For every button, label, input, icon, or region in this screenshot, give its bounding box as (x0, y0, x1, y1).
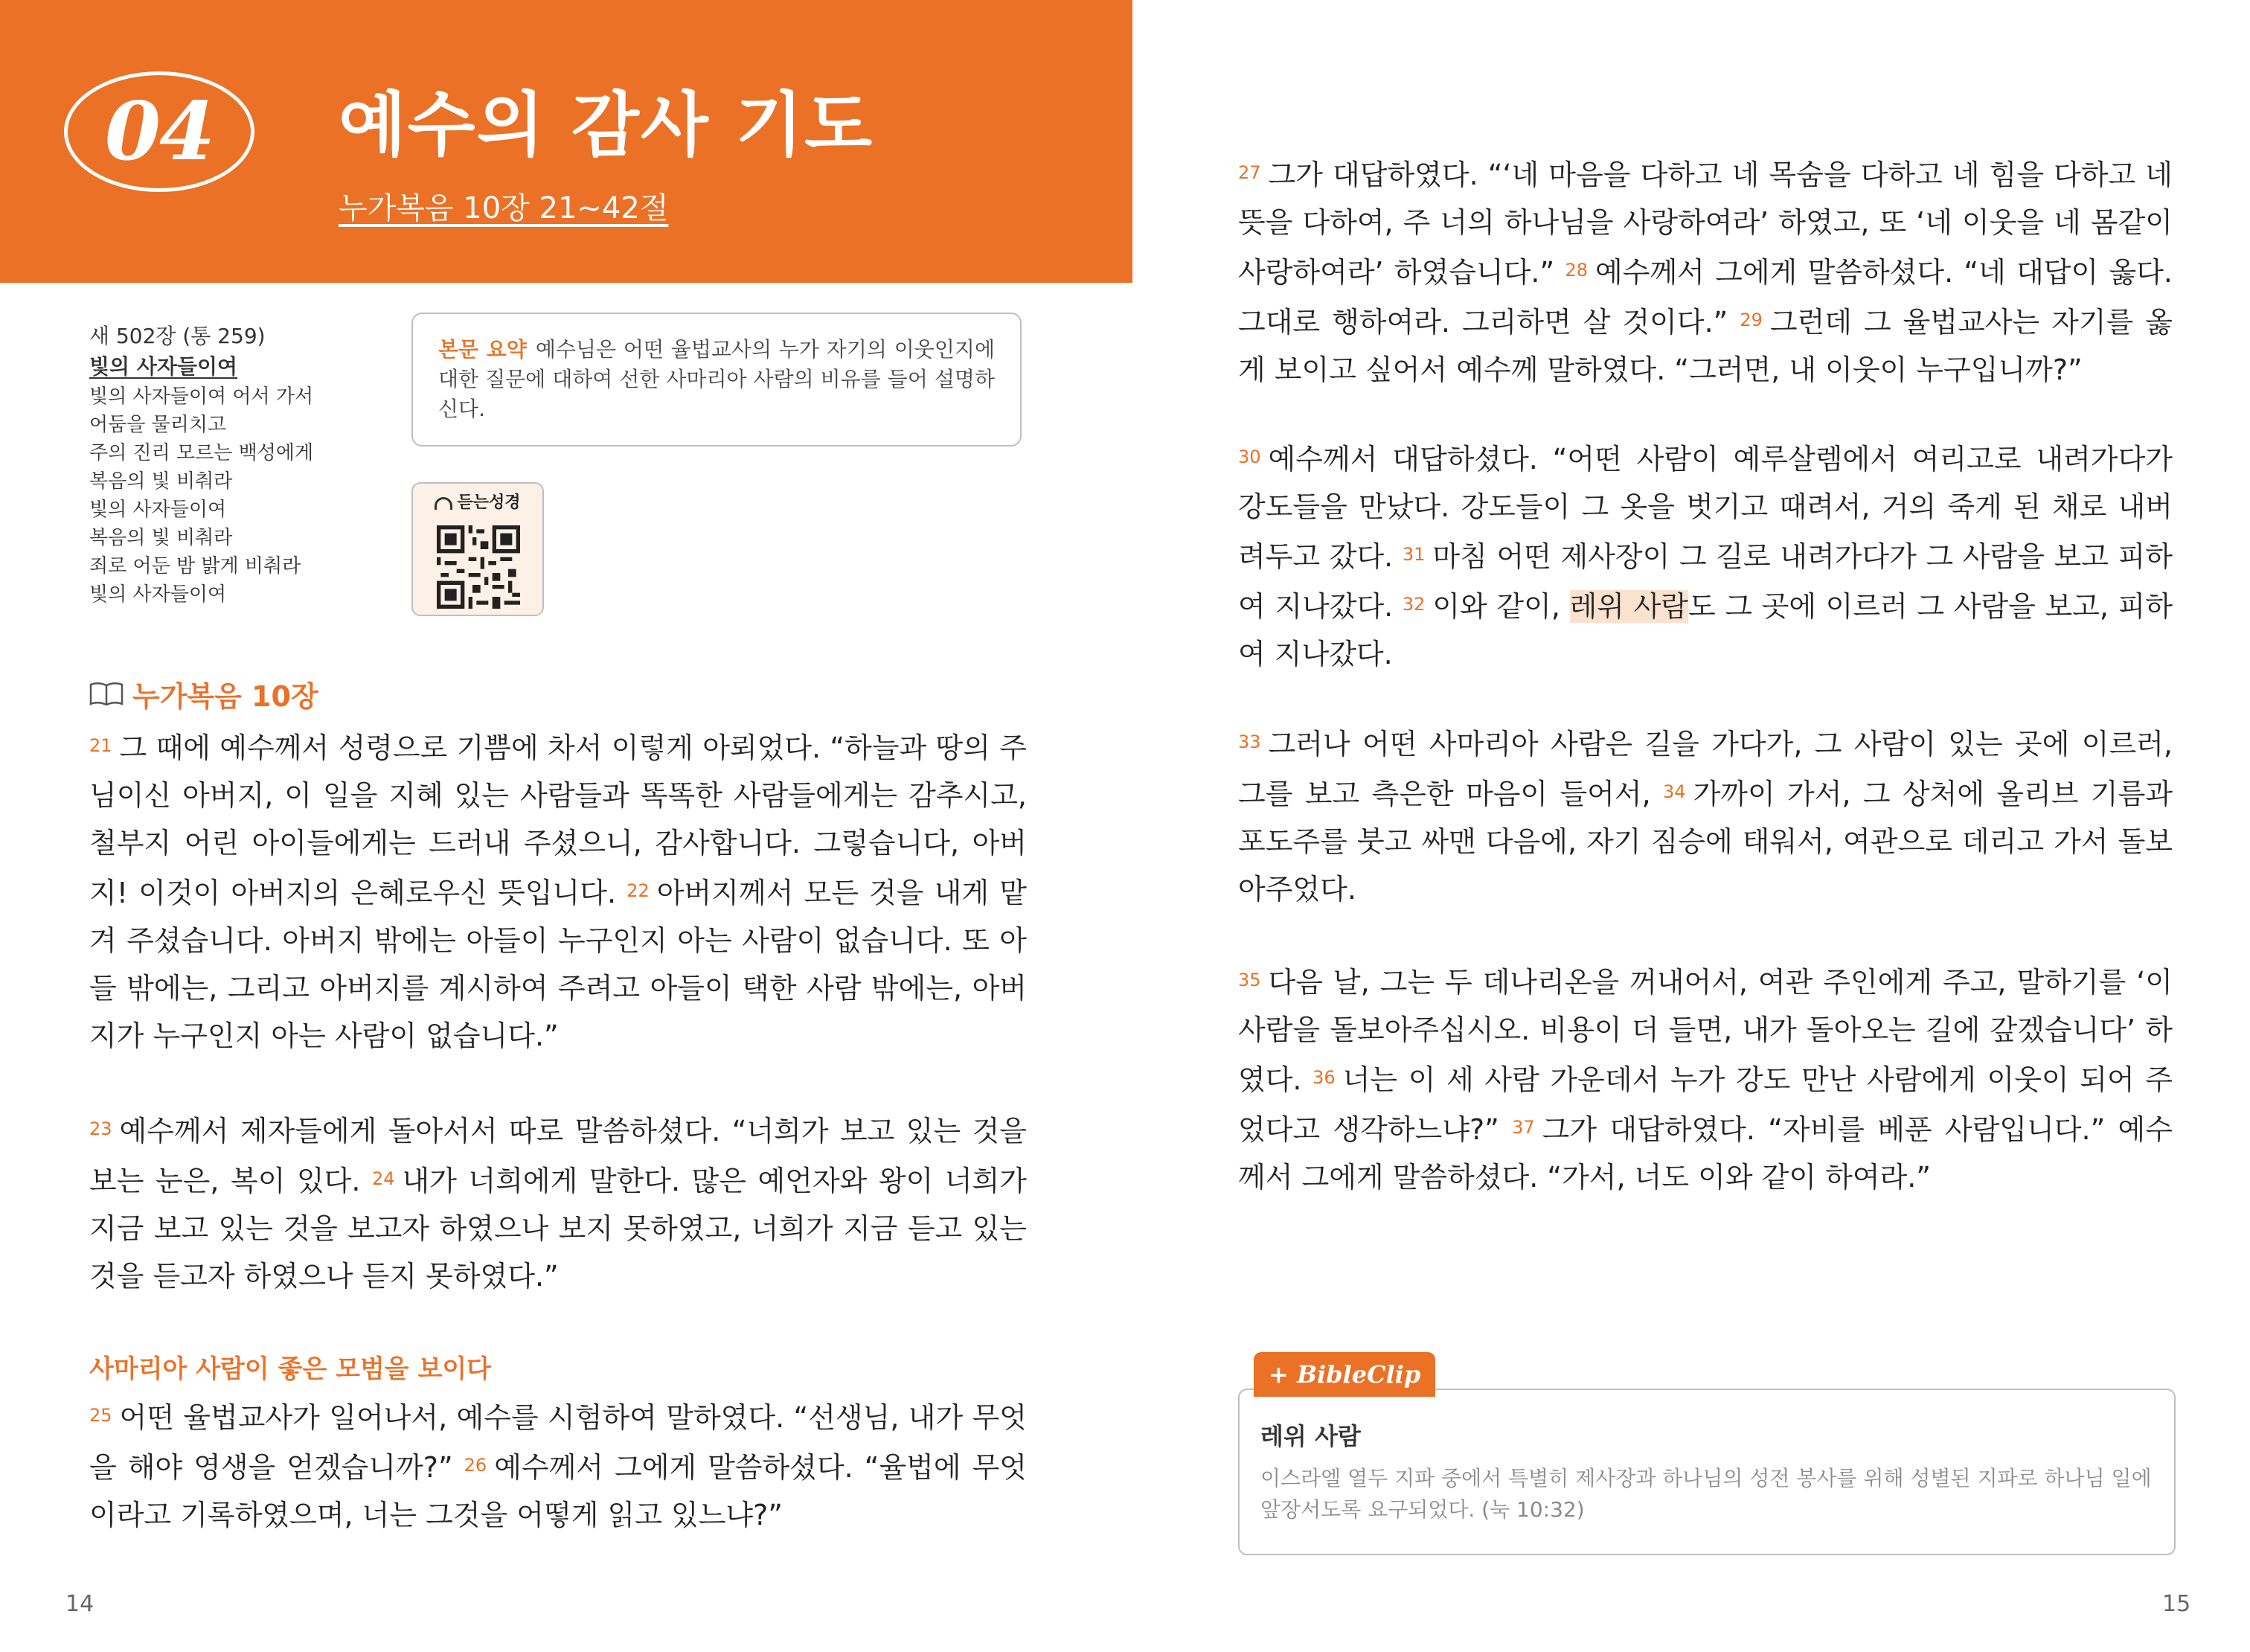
verse-text: 다음 날, 그는 두 데나리온을 꺼내어서, 여관 주인에게 주고, 말하기를 ‘이 사람을 돌보아주십시오. 비용이 더 들면, 내가 돌아오는 길에 갚겠습니다’ 하였다. (1238, 966, 2173, 1096)
verse-text: 예수께서 그에게 말씀하셨다. “율법에 무엇이라고 기록하였으며, 너는 그것을 어떻게 읽고 있느냐?” (89, 1451, 1027, 1531)
verse-paragraph (89, 1105, 1027, 1300)
verse-number: 27 (1238, 162, 1261, 183)
hymn-block (89, 321, 402, 609)
verse-text: 예수께서 제자들에게 돌아서서 따로 말씀하셨다. “너희가 보고 있는 것을 보는 눈은, 복이 있다. (89, 1115, 1027, 1197)
verse-number: 22 (626, 880, 650, 901)
verse-number: 35 (1238, 970, 1261, 990)
bibleclip-term: 레위 사람 (1260, 1422, 1361, 1450)
bibleclip-definition: 이스라엘 열두 지파 중에서 특별히 제사장과 하나님의 성전 봉사를 위해 성별된 지파로 하나님 일에 앞장서도록 요구되었다. (눅 10:32) (1260, 1466, 2152, 1522)
chapter-number-badge: 04 (64, 71, 254, 192)
audio-bible-qr[interactable] (411, 482, 544, 616)
highlighted-term-levite[interactable]: 레위 사람 (1569, 590, 1689, 623)
verse-paragraph (1238, 718, 2173, 913)
hymn-line: 죄로 어둔 밤 밝게 비춰라 (89, 555, 301, 577)
verse-number: 34 (1663, 781, 1686, 802)
verse-text: 예수께서 대답하셨다. “어떤 사람이 예루살렘에서 여리고로 내려가다가 강도들을 만났다. 강도들이 그 옷을 벗기고 때려서, 거의 죽게 된 채로 내버려두고 갔다. (1238, 443, 2173, 573)
scripture-reference: 누가복음 10장 21~42절 (339, 191, 669, 225)
verse-paragraph (89, 1392, 1027, 1539)
verse-text: 그런데 그 율법교사는 자기를 옳게 보이고 싶어서 예수께 말하였다. “그러면, 내 이웃이 누구입니까?” (1238, 306, 2173, 386)
verse-text: 마침 어떤 제사장이 그 길로 내려가다가 그 사람을 보고 피하여 지나갔다. (1238, 540, 2173, 623)
verse-number: 23 (89, 1118, 112, 1139)
verse-number: 37 (1512, 1117, 1535, 1138)
audio-bible-label (413, 490, 542, 513)
verse-number: 24 (371, 1168, 395, 1189)
verse-paragraph (1238, 956, 2173, 1201)
verse-number: 21 (89, 735, 112, 756)
hymn-line: 복음의 빛 비춰라 (89, 470, 233, 493)
verse-number: 28 (1565, 260, 1589, 281)
hymn-line: 복음의 빛 비춰라 (89, 527, 233, 549)
verse-number: 29 (1740, 310, 1763, 330)
hymn-line: 주의 진리 모르는 백성에게 (89, 442, 314, 464)
verse-text: 가까이 가서, 그 상처에 올리브 기름과 포도주를 붓고 싸맨 다음에, 자기 짐승에 태워서, 여관으로 데리고 가서 돌보아주었다. (1238, 778, 2173, 906)
audio-label-text: 듣는성경 (457, 493, 521, 512)
verse-text: 어떤 율법교사가 일어나서, 예수를 시험하여 말하였다. “선생님, 내가 무엇을 해야 영생을 얻겠습니까?” (89, 1401, 1027, 1484)
summary-box (411, 313, 1022, 446)
headphone-icon (435, 497, 452, 510)
verse-number: 36 (1312, 1067, 1336, 1088)
bibleclip-box (1238, 1389, 2176, 1555)
verse-text: 그가 대답하였다. “자비를 베푼 사람입니다.” 예수께서 그에게 말씀하셨다. “가서, 너도 이와 같이 하여라.” (1238, 1113, 2173, 1194)
hymn-line: 어둠을 물리치고 (89, 414, 227, 436)
verse-text: 그 때에 예수께서 성령으로 기쁨에 차서 이렇게 아뢰었다. “하늘과 땅의 주님이신 아버지, 이 일을 지혜 있는 사람들과 똑똑한 사람들에게는 감추시고, 철부지 어린 아이들에게는 드러내 주셨으니, 감사합니다. 그렇습니다, 아버지! 이것이 아버지의 은혜로우신 뜻입니다. (89, 731, 1027, 909)
verse-number: 32 (1402, 594, 1426, 615)
summary-text: 예수님은 어떤 율법교사의 누가 자기의 이웃인지에 대한 질문에 대하여 선한 사마리아 사람의 비유를 들어 설명하신다. (438, 337, 995, 421)
verse-number: 25 (89, 1405, 112, 1426)
hymn-title: 빛의 사자들이여 (89, 354, 238, 379)
bibleclip-tag: + BibleClip (1254, 1352, 1435, 1397)
hymn-number: 새 502장 (통 259) (89, 324, 266, 348)
verse-text: 그가 대답하였다. “‘네 마음을 다하고 네 목숨을 다하고 네 힘을 다하고 네 뜻을 다하여, 주 너의 하나님을 사랑하여라’ 하였고, 또 ‘네 이웃을 네 몸같이 사랑하여라’ 하였습니다.” (1238, 159, 2173, 289)
verse-number: 26 (464, 1455, 487, 1476)
book-icon (89, 682, 124, 707)
chapter-heading-text: 누가복음 10장 (132, 680, 318, 713)
verse-number: 30 (1238, 446, 1261, 467)
verse-text: 내가 너희에게 말한다. 많은 예언자와 왕이 너희가 지금 보고 있는 것을 보고자 하였으나 보지 못하였고, 너희가 지금 듣고 있는 것을 듣고자 하였으나 듣지 못하였다.” (89, 1165, 1027, 1293)
hymn-line: 빛의 사자들이여 어서 가서 (89, 385, 314, 408)
verse-text: 아버지께서 모든 것을 내게 맡겨 주셨습니다. 아버지 밖에는 아들이 누구인지 아는 사람이 없습니다. 또 아들 밖에는, 그리고 아버지를 계시하여 주려고 아들이 택한 사람 밖에는, 아버지가 누구인지 아는 사람이 없습니다.” (89, 877, 1027, 1052)
verse-text: 도 그 곳에 이르러 그 사람을 보고, 피하여 지나갔다. (1238, 590, 2173, 670)
verse-text: 너는 이 세 사람 가운데서 누가 강도 만난 사람에게 이웃이 되어 주었다고 생각하느냐?” (1238, 1063, 2173, 1146)
hymn-line: 빛의 사자들이여 (89, 499, 227, 521)
summary-label: 본문 요약 (438, 337, 527, 362)
verse-text: 그러나 어떤 사마리아 사람은 길을 가다가, 그 사람이 있는 곳에 이르러, 그를 보고 측은한 마음이 들어서, (1238, 728, 2173, 810)
verse-text: 예수께서 그에게 말씀하셨다. “네 대답이 옳다. 그대로 행하여라. 그리하면 살 것이다.” (1238, 256, 2173, 339)
page-number-right: 15 (2162, 1591, 2191, 1617)
chapter-heading (89, 673, 318, 714)
page-number-left: 14 (65, 1591, 94, 1617)
verse-paragraph (1238, 149, 2173, 394)
verse-paragraph (1238, 433, 2173, 678)
verse-paragraph (89, 722, 1027, 1060)
section-subheading: 사마리아 사람이 좋은 모범을 보이다 (89, 1354, 492, 1384)
qr-code-icon (437, 525, 520, 609)
verse-text: 이와 같이, (1432, 590, 1560, 623)
page-title: 예수의 감사 기도 (339, 85, 874, 166)
hymn-line: 빛의 사자들이여 (89, 583, 227, 606)
verse-number: 31 (1402, 544, 1426, 565)
verse-number: 33 (1238, 731, 1261, 752)
